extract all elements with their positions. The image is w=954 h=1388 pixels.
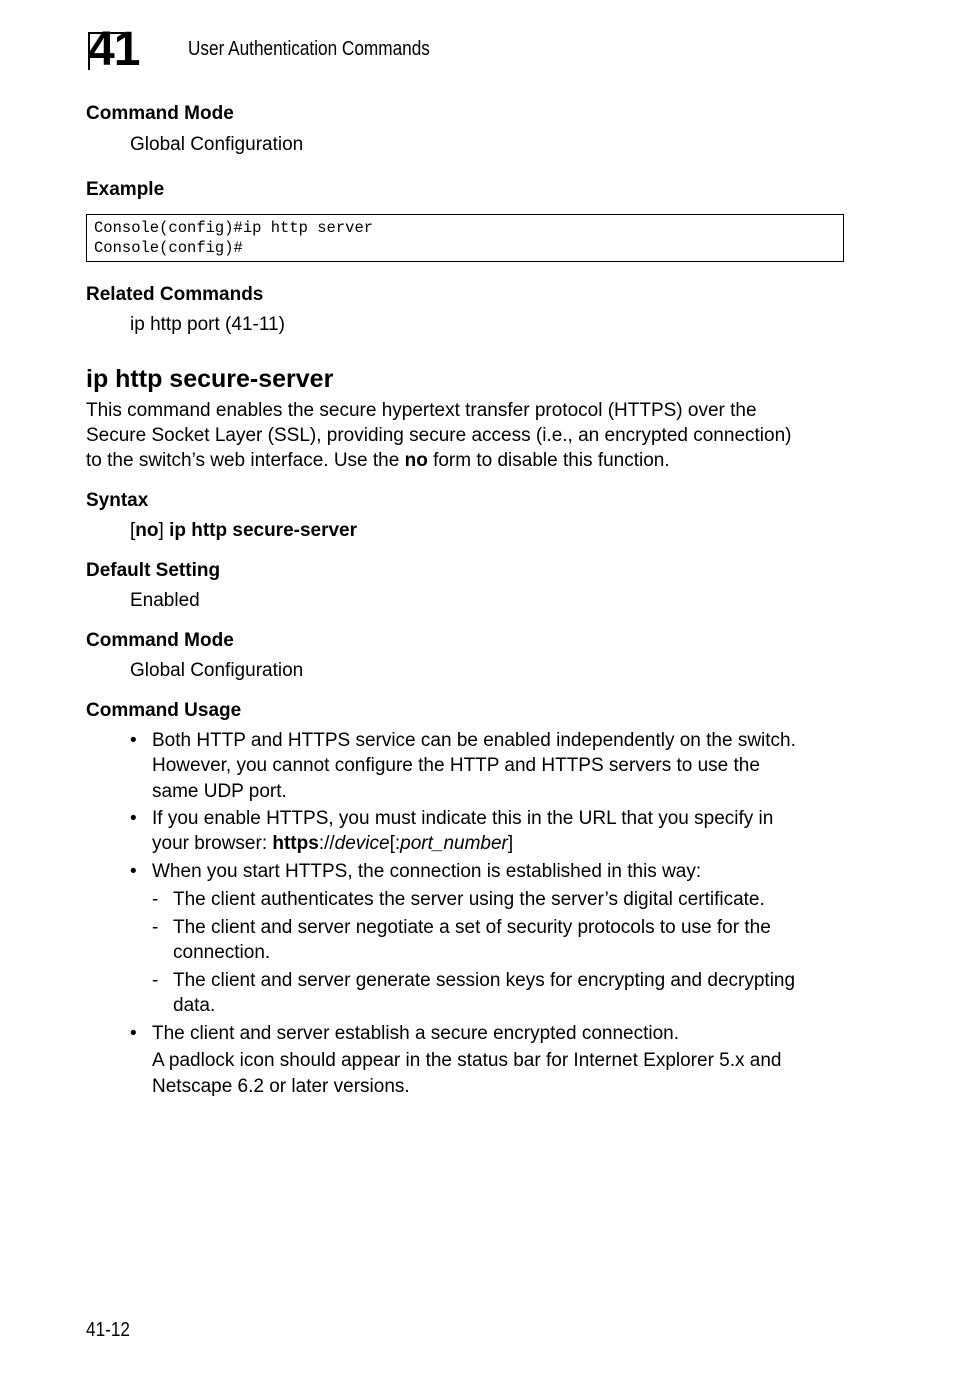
code-line: Console(config)#ip http server bbox=[94, 219, 374, 237]
list-item-line: A padlock icon should appear in the status bar for Internet Explorer 5.x and bbox=[152, 1050, 782, 1071]
list-item-line: Both HTTP and HTTPS service can be enabled independently on the switch. bbox=[152, 730, 796, 751]
related-command-link: ip http port (41-11) bbox=[130, 314, 285, 335]
description-line: This command enables the secure hypertext transfer protocol (HTTPS) over the bbox=[86, 400, 757, 421]
syntax-line: [no] ip http secure-server bbox=[130, 520, 358, 541]
list-item-line: The client and server establish a secure encrypted connection. bbox=[152, 1023, 680, 1044]
bullet-marker: • bbox=[130, 861, 137, 882]
sub-item-line: connection. bbox=[173, 942, 271, 963]
code-example-box bbox=[86, 214, 844, 262]
bullet-marker: • bbox=[130, 808, 137, 829]
chapter-title: User Authentication Commands bbox=[188, 38, 430, 60]
example-heading: Example bbox=[86, 179, 165, 200]
command-usage-heading: Command Usage bbox=[86, 700, 242, 721]
code-line: Console(config)# bbox=[94, 239, 243, 257]
syntax-heading: Syntax bbox=[86, 490, 149, 511]
command-mode-value: Global Configuration bbox=[130, 660, 304, 681]
related-commands-heading: Related Commands bbox=[86, 284, 264, 305]
sub-item-line: The client and server generate session keys for encrypting and decrypting bbox=[173, 970, 796, 991]
list-item-line: When you start HTTPS, the connection is established in this way: bbox=[152, 861, 702, 882]
dash-marker: - bbox=[152, 889, 159, 910]
default-setting-value: Enabled bbox=[130, 590, 200, 611]
dash-marker: - bbox=[152, 970, 159, 991]
description-line: Secure Socket Layer (SSL), providing secure access (i.e., an encrypted connection) bbox=[86, 425, 792, 446]
sub-item-line: The client authenticates the server using the server’s digital certificate. bbox=[173, 889, 765, 910]
sub-item-line: The client and server negotiate a set of security protocols to use for the bbox=[173, 917, 771, 938]
page-number: 41-12 bbox=[86, 1319, 130, 1341]
command-mode-heading: Command Mode bbox=[86, 630, 234, 651]
command-title: ip http secure-server bbox=[86, 365, 334, 393]
chapter-number: 41 bbox=[88, 23, 140, 76]
bullet-marker: • bbox=[130, 730, 137, 751]
default-setting-heading: Default Setting bbox=[86, 560, 221, 581]
list-item-line: However, you cannot configure the HTTP and HTTPS servers to use the bbox=[152, 755, 760, 776]
list-item-line: Netscape 6.2 or later versions. bbox=[152, 1076, 410, 1097]
list-item-line: If you enable HTTPS, you must indicate this in the URL that you specify in bbox=[152, 808, 774, 829]
bullet-marker: • bbox=[130, 1023, 137, 1044]
list-item-line: your browser: https://device[:port_number] bbox=[152, 833, 514, 854]
list-item-line: same UDP port. bbox=[152, 781, 287, 802]
dash-marker: - bbox=[152, 917, 159, 938]
command-mode-value: Global Configuration bbox=[130, 134, 304, 155]
command-mode-heading: Command Mode bbox=[86, 103, 234, 124]
sub-item-line: data. bbox=[173, 995, 216, 1016]
description-line: to the switch’s web interface. Use the no form to disable this function. bbox=[86, 450, 670, 471]
